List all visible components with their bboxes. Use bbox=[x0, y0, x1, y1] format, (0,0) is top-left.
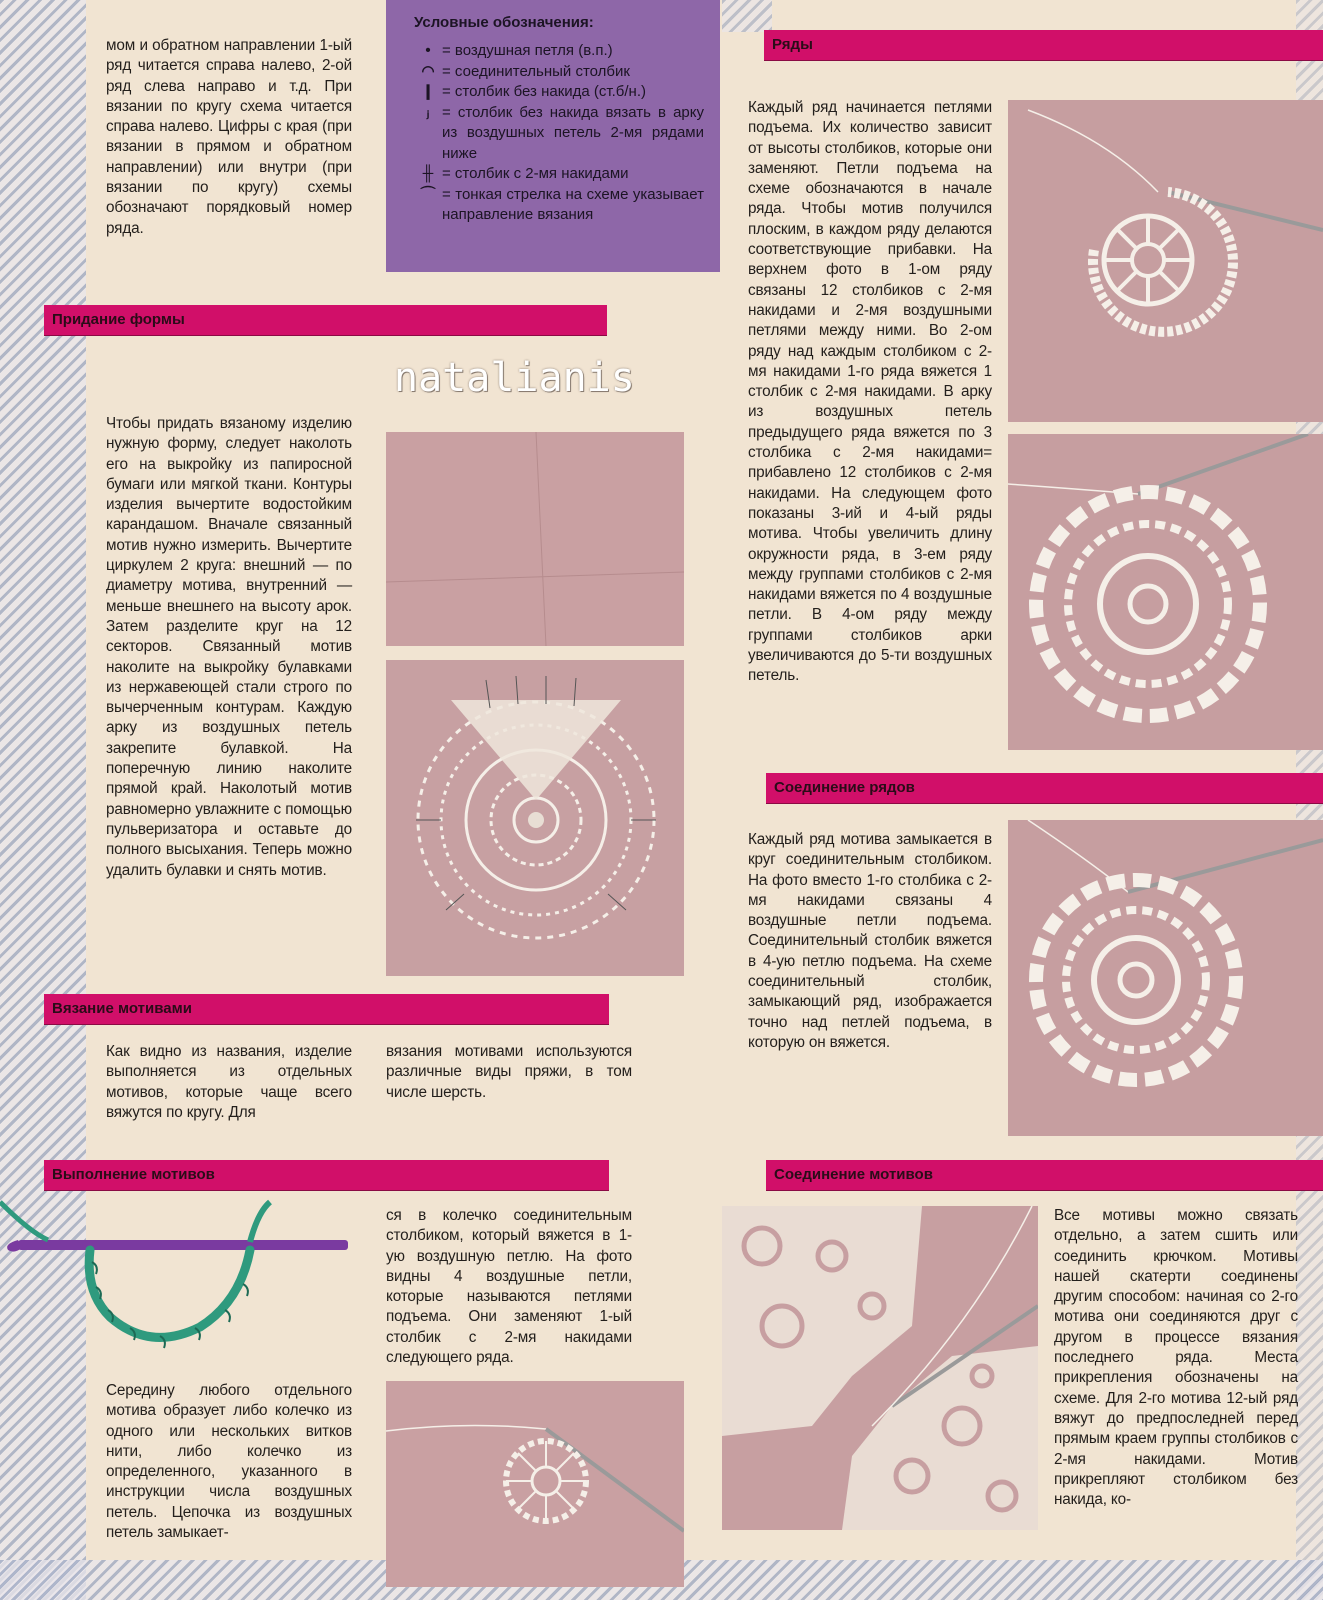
motif-making-paragraph-left: Середину любого отдельного мотива образует либо колечко из одного или нескольких витков нити, либо колечко из определенного, указанного в инструкции числа воздушных петель. Цепочка из воздушных петель замыкает- bbox=[106, 1382, 352, 1542]
legend-item-text: = столбик без накида вязать в арку из воздушных петель 2-мя рядами ниже bbox=[442, 103, 704, 162]
motif-joining-paragraph: Все мотивы можно связать отдельно, а затем сшить или соединить крючком. Мотивы нашей скатерти соединены другим способом: начиная со 2-го мотива они соединяются друг с другом в процессе вязания последнего ряда. Места прикрепления обозначены на схеме. Для 2-го мотива 12-ый ряд вяжут до предпоследней перед прямым краем группы столбиков с 2-мя накидами. Мотив прикрепляют столбиком без накида, ко- bbox=[1054, 1207, 1298, 1509]
row-joining-paragraph: Каждый ряд мотива замыкается в круг соединительным столбиком. На фото вместо 1-го столбика с 2-мя накидами связаны 4 воздушные петли подъема. Соединительный столбик вяжется в 4-ую петлю подъема. На схеме соединительный столбик, замыкающий ряд, изображается точно над петлей подъема, в которую он вяжется. bbox=[748, 831, 992, 1051]
shaping-paragraph: Чтобы придать вязаному изделию нужную форму, следует наколоть его на выкройку из папиросной бумаги или мягкой ткани. Контуры изделия вычертите водостойким карандашом. Вначале связанный мотив нужно измерить. Вычертите циркулем 2 круга: внешний — по диаметру мотива, внутренний — меньше внешнего на высоту арок. Затем разделите круг на 12 секторов. Связанный мотив наколите на выкройку булавками из нержавеющей стали строго по вычерченным контурам. Каждую арку из воздушных петель закрепите булавкой. На поперечную линию наколите прямой край. Наколотый мотив равномерно увлажните с помощью пульверизатора и оставьте до полного высыхания. Теперь можно удалить булавки и снять мотив. bbox=[106, 415, 352, 879]
legend-title: Условные обозначения: bbox=[414, 14, 594, 31]
bar-icon: ❙ bbox=[421, 83, 435, 100]
photo-motif-joining bbox=[722, 1206, 1038, 1530]
motif-knitting-paragraph-right: вязания мотивами используются различные виды пряжи, в том числе шерсть. bbox=[386, 1043, 632, 1101]
photo-first-ring bbox=[386, 1381, 684, 1587]
legend-item bbox=[414, 62, 704, 83]
legend-item-text: = столбик без накида (ст.б/н.) bbox=[442, 83, 646, 100]
arrow-arc-icon: ⌒ bbox=[420, 185, 436, 203]
dot-icon: • bbox=[425, 42, 431, 59]
watermark: natalianis bbox=[394, 355, 635, 401]
intro-paragraph: мом и обратном направлении 1-ый ряд читается справа налево, 2-ой ряд слева направо и т.д. При вязании по кругу схема читается справа налево. Цифры с края (при вязании в прямом и обратном направлении) или внутри (при вязании по кругу) схемы обозначают порядковый номер ряда. bbox=[106, 37, 352, 237]
legend-item-text: = воздушная петля (в.п.) bbox=[442, 42, 613, 59]
section-bar-motif-joining: Соединение мотивов bbox=[766, 1160, 1323, 1190]
arc-icon: ◠ bbox=[421, 62, 435, 80]
motif-making-paragraph-right: ся в колечко соединительным столбиком, который вяжется в 1-ую воздушную петлю. На фото видны 4 воздушные петли, которые называются петлями подъема. Они заменяют 1-ый столбик с 2-мя накидами следующего ряда. bbox=[386, 1207, 632, 1367]
photo-pattern-paper bbox=[386, 432, 684, 646]
section-bar-shaping: Придание формы bbox=[44, 305, 607, 335]
motif-knitting-paragraph-left: Как видно из названия, изделие выполняется из отдельных мотивов, которые чаще всего вяжутся по кругу. Для bbox=[106, 1043, 352, 1121]
photo-rows-1-2 bbox=[1008, 100, 1323, 422]
photo-pinned-motif bbox=[386, 660, 684, 976]
legend-item-text: = тонкая стрелка на схеме указывает направление вязания bbox=[442, 185, 704, 223]
section-bar-rows: Ряды bbox=[764, 30, 1323, 60]
section-bar-row-joining: Соединение рядов bbox=[766, 773, 1323, 803]
legend-item bbox=[414, 82, 704, 103]
section-bar-motif-knitting: Вязание мотивами bbox=[44, 994, 609, 1024]
legend-item bbox=[414, 185, 704, 226]
legend-item bbox=[414, 103, 704, 165]
legend-item bbox=[414, 164, 704, 185]
legend-item bbox=[414, 41, 704, 62]
rows-paragraph: Каждый ряд начинается петлями подъема. Их количество зависит от высоты столбиков, которые они заменяют. Петли подъема на схеме обозначаются в начале ряда. Чтобы мотив получился плоским, в каждом ряду делаются соответствующие прибавки. На верхнем фото в 1-ом ряду связаны 12 столбиков с 2-мя накидами и 2-мя воздушными петлями между ними. Во 2-ом ряду над каждым столбиком с 2-мя накидами 1-го ряда вяжется 1 столбик с 2-мя накидами. В арку из воздушных петель предыдущего ряда вяжется по 3 столбика с 2-мя накидами= прибавлено 12 столбиков с 2-мя накидами. На следующем фото показаны 3-ий и 4-ый ряды мотива. Чтобы увеличить длину окружности ряда, в 3-ем ряду между группами столбиков с 2-мя накидами вяжется по 4 воздушные петли. В 4-ом ряду между группами столбиков арки увеличиваются до 5-ти воздушных петель. bbox=[748, 99, 992, 685]
photo-rows-3-4 bbox=[1008, 434, 1323, 750]
hook-bar-icon: ⱼ bbox=[426, 103, 430, 121]
section-bar-motif-making: Выполнение мотивов bbox=[44, 1160, 609, 1190]
legend-item-text: = соединительный столбик bbox=[442, 62, 630, 80]
hook-chain-illustration bbox=[0, 1192, 352, 1368]
double-cross-icon: ╫ bbox=[422, 165, 434, 182]
photo-row-joining bbox=[1008, 820, 1323, 1136]
legend-box bbox=[386, 0, 720, 272]
legend-item-text: = столбик с 2-мя накидами bbox=[442, 165, 629, 182]
top-stripe-accent bbox=[722, 0, 772, 32]
